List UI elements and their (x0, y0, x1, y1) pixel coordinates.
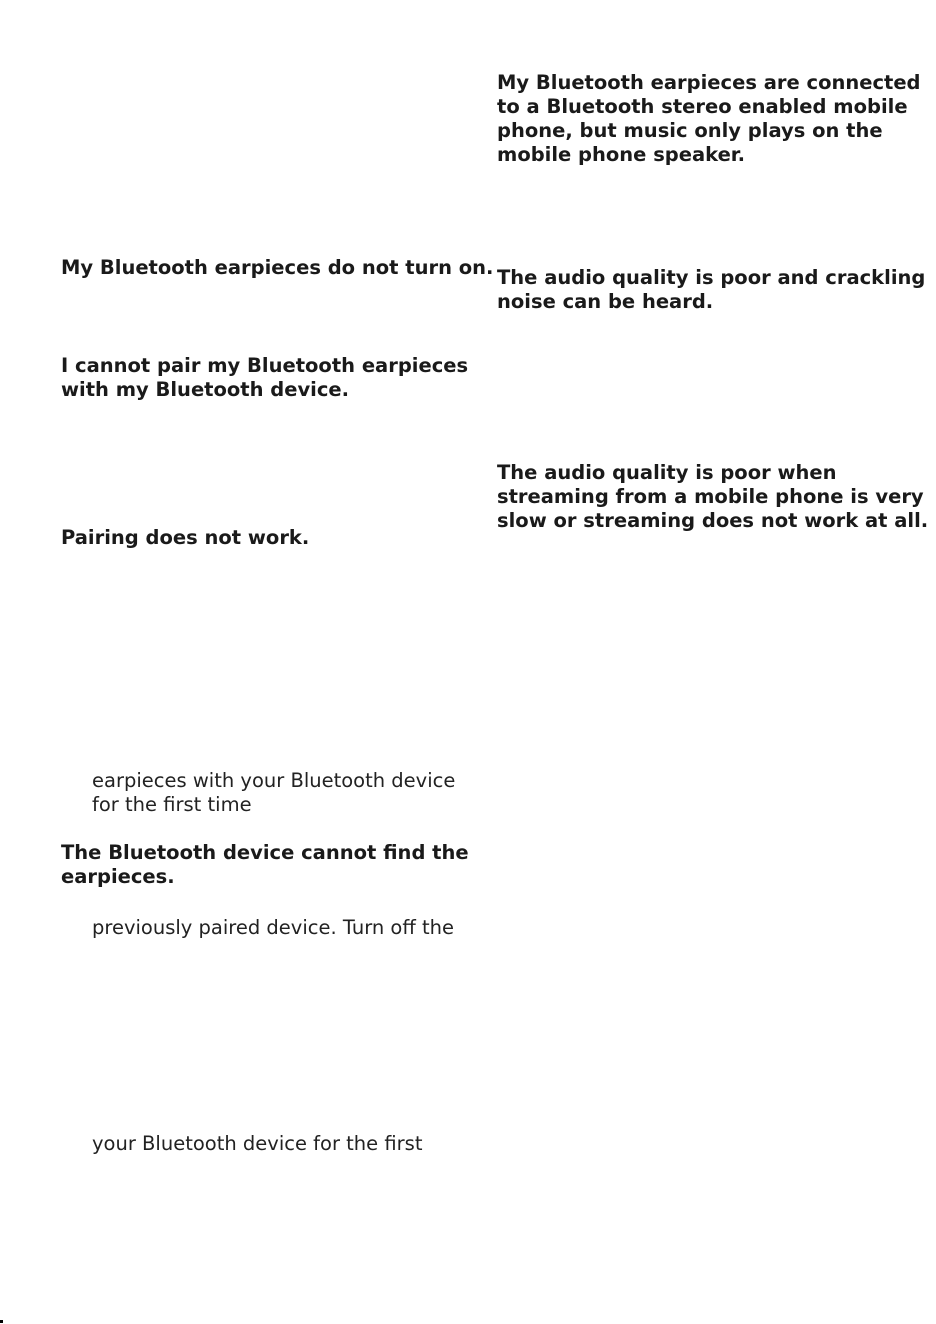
question-music-speaker (497, 71, 921, 167)
question-line: mobile phone speaker. (497, 143, 746, 166)
question-line: with my Bluetooth device. (61, 378, 350, 401)
question-line: streaming from a mobile phone is very (497, 485, 924, 508)
question-line: I cannot pair my Bluetooth earpieces (61, 354, 469, 377)
answer-line: previously paired device. Turn off the (92, 916, 454, 939)
answer-fragment-first-time (92, 769, 455, 817)
question-line: My Bluetooth earpieces are connected (497, 71, 921, 94)
question-line: to a Bluetooth stereo enabled mobile (497, 95, 908, 118)
question-cannot-pair (61, 354, 468, 402)
question-pairing-fails (61, 526, 309, 550)
question-line: slow or streaming does not work at all. (497, 509, 929, 532)
question-line: phone, but music only plays on the (497, 119, 883, 142)
question-line: The audio quality is poor when (497, 461, 837, 484)
question-streaming-quality (497, 461, 928, 533)
question-audio-crackling (497, 266, 925, 314)
answer-fragment-previously-paired (92, 916, 454, 940)
question-line: noise can be heard. (497, 290, 714, 313)
question-line: earpieces. (61, 865, 175, 888)
question-line: The audio quality is poor and crackling (497, 266, 926, 289)
answer-line: your Bluetooth device for the first (92, 1132, 423, 1155)
question-line: The Bluetooth device cannot find the (61, 841, 469, 864)
question-line: My Bluetooth earpieces do not turn on. (61, 256, 494, 279)
answer-line: earpieces with your Bluetooth device (92, 769, 456, 792)
question-turn-on (61, 256, 493, 280)
question-line: Pairing does not work. (61, 526, 310, 549)
answer-fragment-your-device (92, 1132, 422, 1156)
corner-mark (0, 1320, 3, 1323)
question-cannot-find (61, 841, 469, 889)
answer-line: for the first time (92, 793, 252, 816)
